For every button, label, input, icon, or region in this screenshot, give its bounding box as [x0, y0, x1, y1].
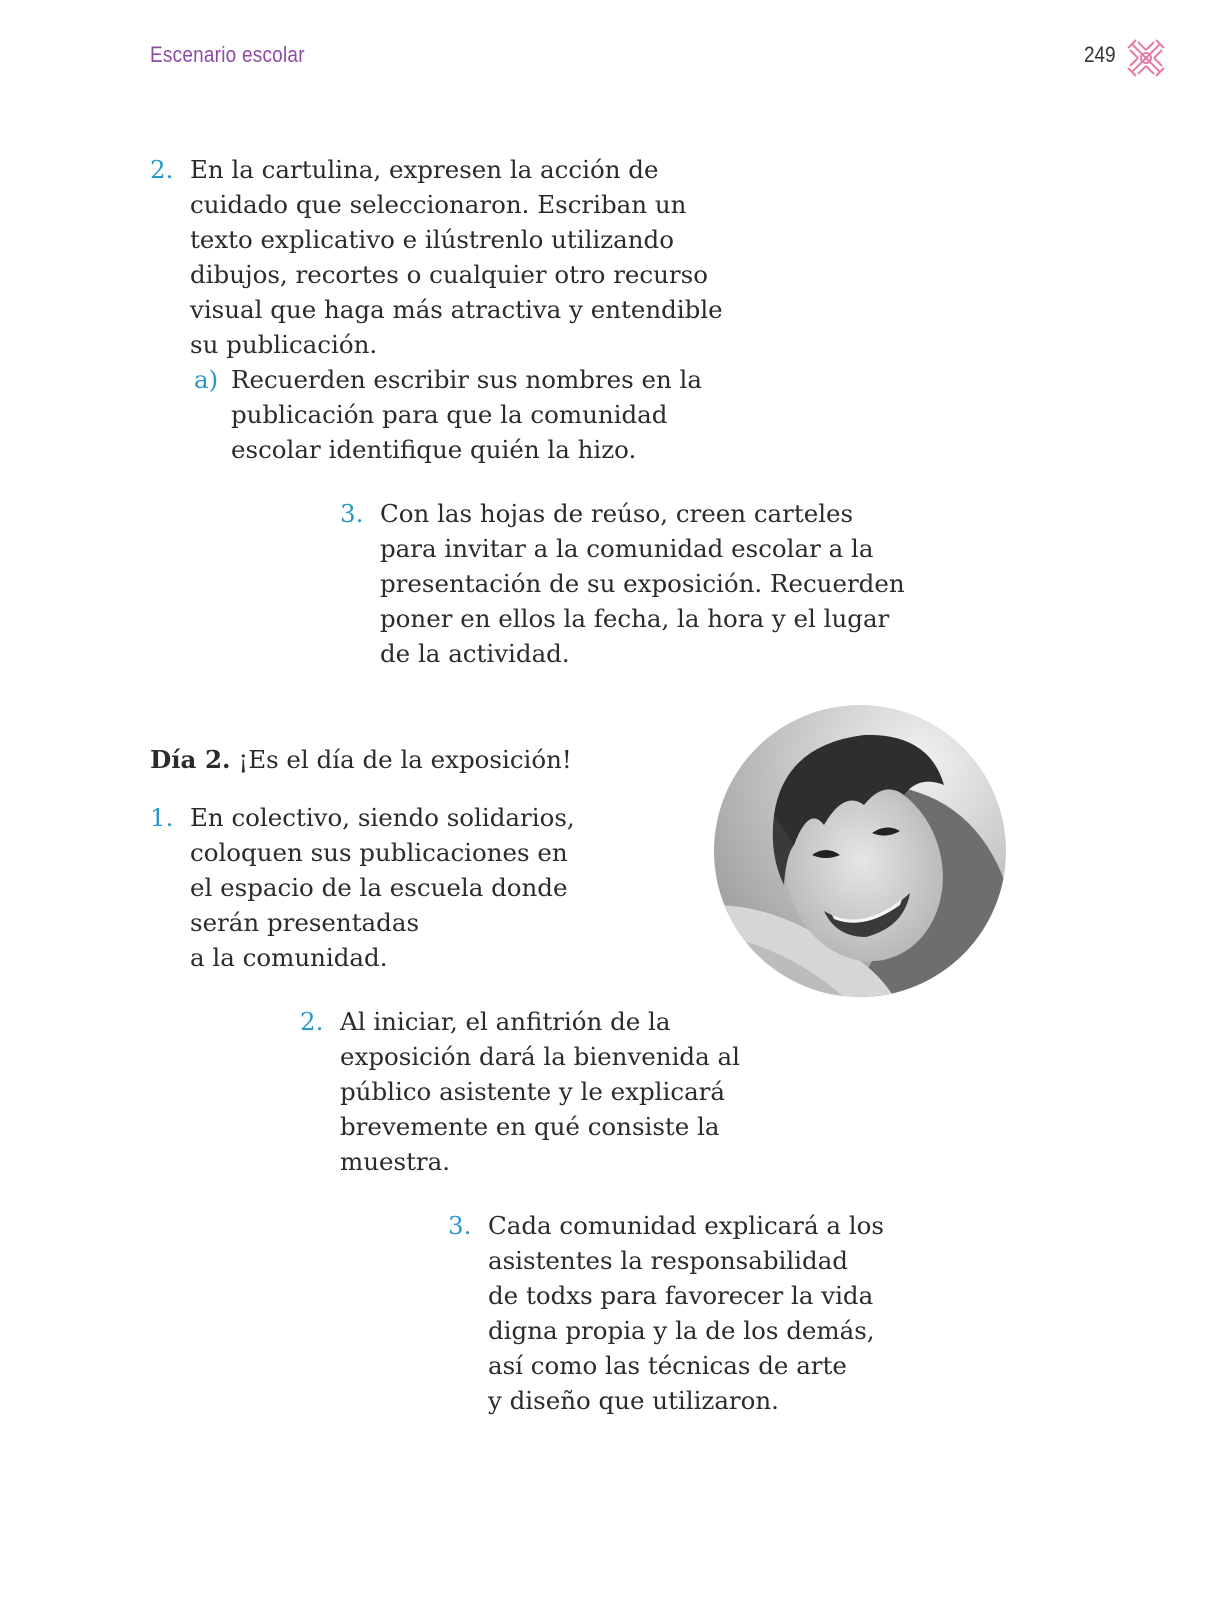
day2-list-item-1	[150, 800, 620, 975]
item-text: En colectivo, siendo solidarios, coloquen sus publicaciones en el espacio de la escuela donde serán presentadas a la comunidad.	[190, 803, 575, 972]
day-heading	[150, 742, 572, 777]
item-text: Recuerden escribir sus nombres en la publicación para que la comunidad escolar identifique quién la hizo.	[231, 365, 703, 464]
item-number: 2.	[300, 1007, 324, 1036]
day-title: ¡Es el día de la exposición!	[238, 745, 572, 774]
item-text: Con las hojas de reúso, creen carteles para invitar a la comunidad escolar a la presentación de su exposición. Recuerden poner en ellos la fecha, la hora y el lugar de la actividad.	[380, 499, 905, 668]
item-number: 1.	[150, 803, 174, 832]
sub-item-a	[194, 362, 754, 467]
item-text: Al iniciar, el anfitrión de la exposición dará la bienvenida al público asistente y le explicará brevemente en qué consiste la muestra.	[340, 1007, 740, 1176]
item-text: En la cartulina, expresen la acción de cuidado que seleccionaron. Escriban un texto explicativo e ilústrenlo utilizando dibujos, recortes o cualquier otro recurso visual que haga más atractiva y entendible su publicación.	[190, 155, 723, 359]
list-item-3	[340, 496, 920, 671]
item-text: Cada comunidad explicará a los asistentes la responsabilidad de todxs para favorecer la vida digna propia y la de los demás, así como las técnicas de arte y diseño que utilizaron.	[488, 1211, 884, 1415]
section-title: Escenario escolar	[150, 42, 305, 67]
ornament-icon	[1126, 38, 1166, 78]
item-number: a)	[194, 365, 219, 394]
page-number: 249	[1084, 42, 1116, 67]
item-number: 2.	[150, 155, 174, 184]
day2-list-item-3	[448, 1208, 948, 1418]
item-number: 3.	[340, 499, 364, 528]
list-item-2	[150, 152, 770, 362]
day2-list-item-2	[300, 1004, 800, 1179]
item-number: 3.	[448, 1211, 472, 1240]
child-photo	[714, 705, 1006, 997]
smiling-child-image	[714, 705, 1006, 997]
day-label: Día 2.	[150, 745, 231, 774]
